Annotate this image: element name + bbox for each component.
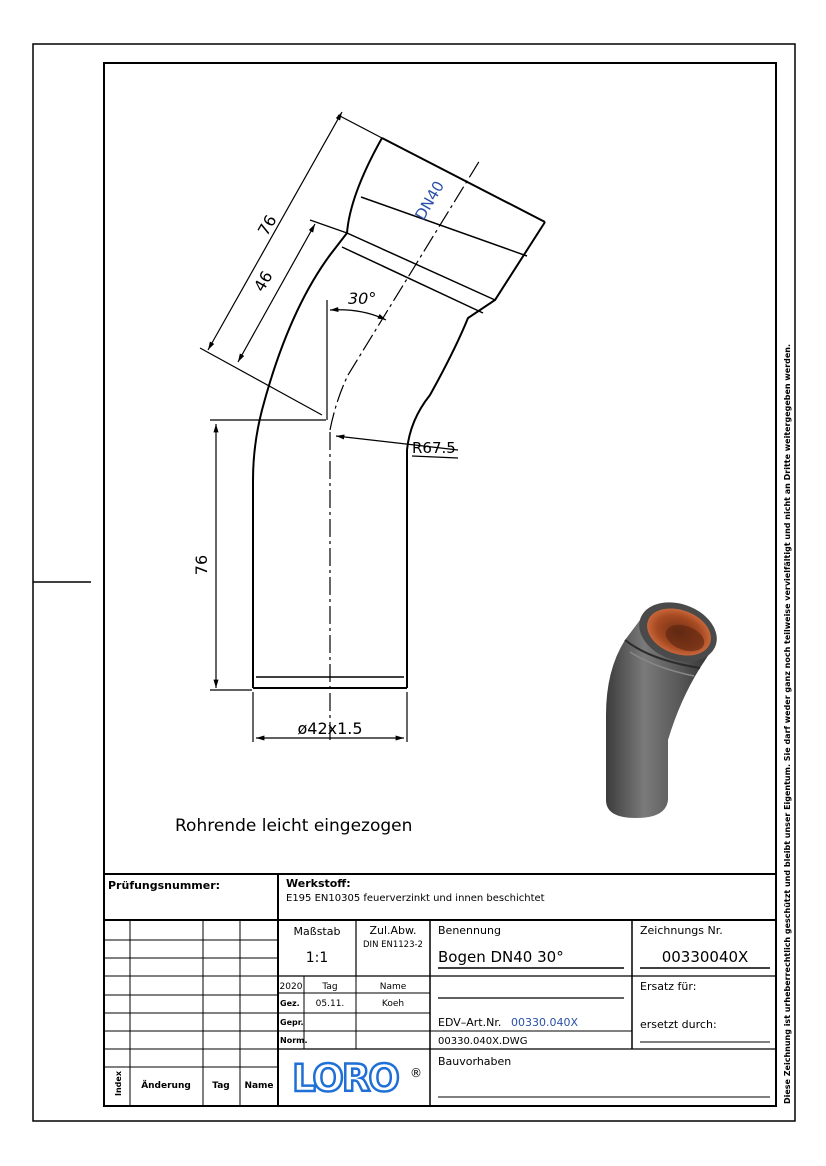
- werkstoff-value: E195 EN10305 feuerverzinkt und innen beschichtet: [286, 893, 545, 904]
- nominal-size-label: DN40: [411, 177, 448, 224]
- rev-name-label: Name: [244, 1081, 274, 1091]
- angled-dimensions: [200, 112, 382, 415]
- aenderung-label: Änderung: [141, 1081, 191, 1091]
- gepr-label: Gepr.: [280, 1018, 304, 1027]
- drawing-note: Rohrende leicht eingezogen: [175, 816, 413, 836]
- zul-abw-label: Zul.Abw.: [369, 924, 417, 937]
- norm-label: Norm.: [280, 1036, 308, 1045]
- massstab-label: Maßstab: [293, 925, 341, 938]
- inner-length-label: 46: [249, 267, 277, 295]
- edv-label: EDV–Art.Nr.: [438, 1016, 502, 1029]
- diameter-label: ø42x1.5: [297, 719, 363, 738]
- werkstoff-label: Werkstoff:: [286, 877, 351, 890]
- ersatz-fuer-label: Ersatz für:: [640, 980, 697, 993]
- ersetzt-durch-label: ersetzt durch:: [640, 1018, 717, 1031]
- gez-name: Koeh: [381, 999, 405, 1009]
- copyright-note: Diese Zeichnung ist urheberrechtlich geschützt und bleibt unser Eigentum. Sie darf weder ganz noch teilweise vervielfältigt und nicht an Dritte weitergegeben werden.: [783, 381, 792, 1104]
- top-length-label: 76: [253, 211, 281, 239]
- svg-text:LORO: LORO: [292, 1057, 398, 1100]
- name-label: Name: [379, 982, 407, 992]
- gez-tag: 05.11.: [315, 999, 345, 1009]
- tag-label: Tag: [322, 982, 338, 992]
- rev-tag-label: Tag: [212, 1081, 230, 1091]
- vertical-length-label: 76: [192, 554, 211, 576]
- radius-label: R67.5: [412, 439, 456, 457]
- angle-label: 30°: [348, 289, 377, 308]
- index-label: Index: [114, 1071, 123, 1096]
- svg-text:®: ®: [410, 1066, 422, 1080]
- pruefungsnummer-label: Prüfungsnummer:: [108, 879, 221, 892]
- angle-dimension: [327, 300, 386, 420]
- gez-label: Gez.: [280, 999, 300, 1008]
- product-render-image: [606, 592, 725, 818]
- loro-logo: [292, 1057, 422, 1100]
- benennung-value: Bogen DN40 30°: [438, 948, 564, 966]
- pipe-bend-outline: [253, 138, 545, 688]
- vertical-dimension: [210, 420, 326, 690]
- dwg-file: 00330.040X.DWG: [438, 1036, 528, 1047]
- year-label: 2020: [279, 982, 303, 992]
- edv-value: 00330.040X: [511, 1016, 579, 1029]
- zul-abw-value: DIN EN1123-2: [363, 940, 423, 950]
- massstab-value: 1:1: [305, 950, 329, 966]
- zeichnungs-nr-label: Zeichnungs Nr.: [640, 924, 723, 937]
- benennung-label: Benennung: [438, 924, 501, 937]
- bauvorhaben-label: Bauvorhaben: [438, 1055, 512, 1068]
- zeichnungs-nr-value: 00330040X: [661, 948, 749, 966]
